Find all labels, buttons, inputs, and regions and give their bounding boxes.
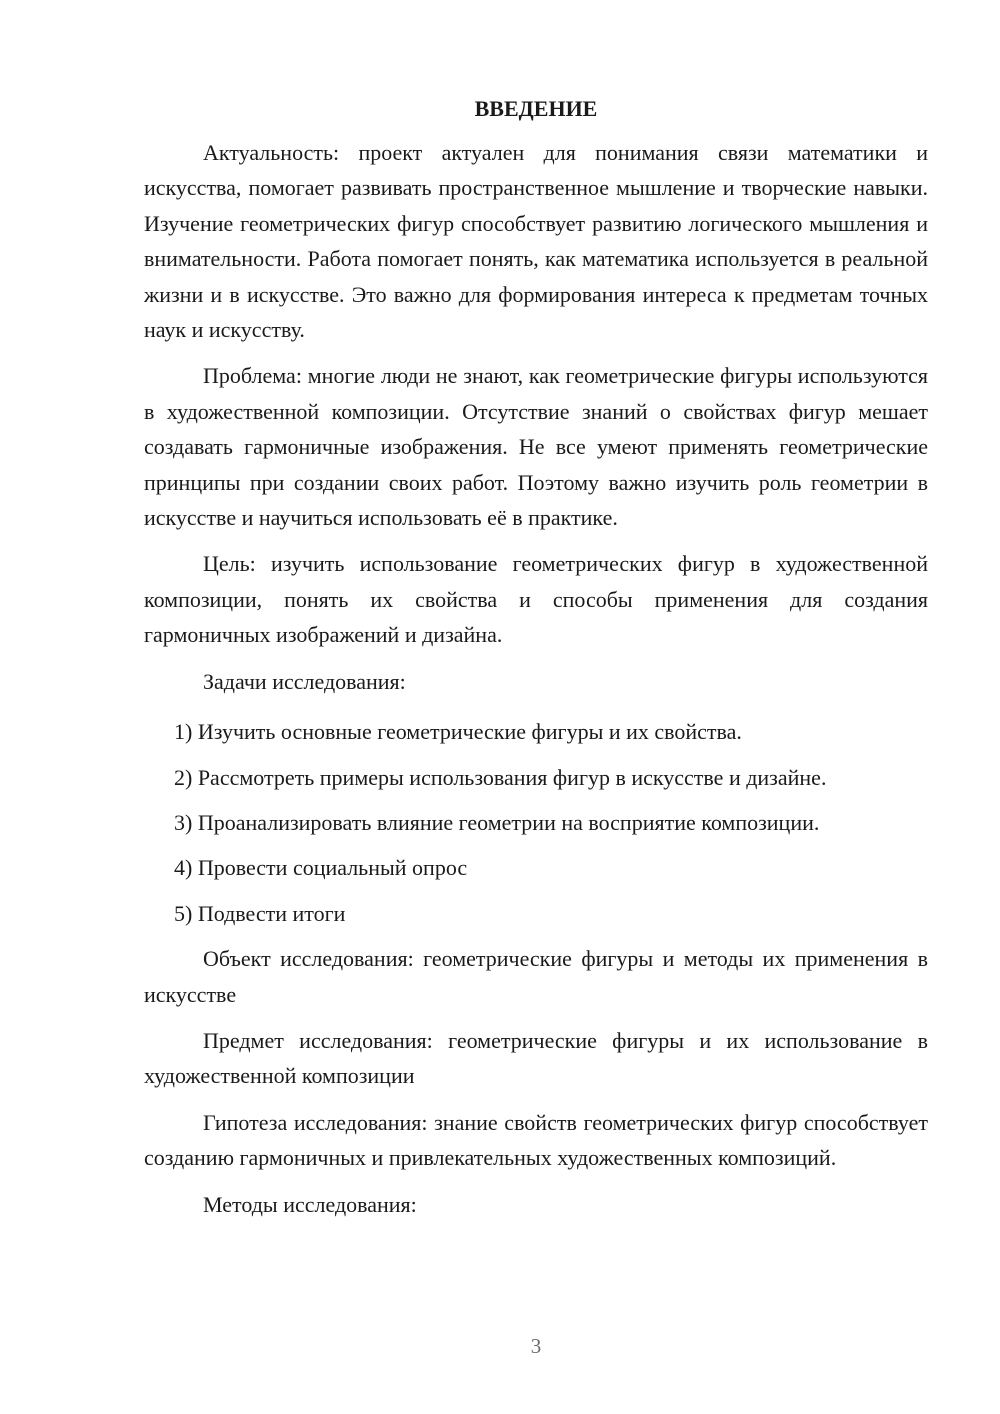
tasks-list xyxy=(144,714,928,931)
list-item: 4) Провести социальный опрос xyxy=(174,855,468,881)
problem-paragraph: Проблема: многие люди не знают, как геометрические фигуры используются в художественной композиции. Отсутствие знаний о свойствах фигур мешает создавать гармоничные изображения. Не все умеют применять геометрические принципы при создании своих работ. Поэтому важно изучить роль геометрии в искусстве и научиться использовать её в практике. xyxy=(144,363,928,531)
hypothesis-paragraph: Гипотеза исследования: знание свойств геометрических фигур способствует созданию гармоничных и привлекательных художественных композиций. xyxy=(144,1109,928,1171)
tasks-heading: Задачи исследования: xyxy=(203,668,406,694)
list-item: 5) Подвести итоги xyxy=(174,900,346,926)
subject-paragraph: Предмет исследования: геометрические фигуры и их использование в художественной композиции xyxy=(144,1027,928,1089)
list-item: 3) Проанализировать влияние геометрии на восприятие композиции. xyxy=(174,809,820,835)
goal-paragraph: Цель: изучить использование геометрических фигур в художественной композиции, понять их свойства и способы применения для создания гармоничных изображений и дизайна. xyxy=(144,551,928,648)
page-title: ВВЕДЕНИЕ xyxy=(474,96,598,121)
object-paragraph: Объект исследования: геометрические фигуры и методы их применения в искусстве xyxy=(144,946,928,1007)
methods-heading: Методы исследования: xyxy=(203,1191,417,1217)
page-number: 3 xyxy=(530,1334,542,1358)
relevance-paragraph: Актуальность: проект актуален для понимания связи математики и искусства, помогает развивать пространственное мышление и творческие навыки. Изучение геометрических фигур способствует развитию логического мышления и внимательности. Работа помогает понять, как математика используется в реальной жизни и в искусстве. Это важно для формирования интереса к предметам точных наук и искусству. xyxy=(144,140,928,343)
list-item: 2) Рассмотреть примеры использования фигур в искусстве и дизайне. xyxy=(174,764,827,790)
document-body xyxy=(144,91,928,1237)
list-item: 1) Изучить основные геометрические фигуры и их свойства. xyxy=(174,719,742,745)
